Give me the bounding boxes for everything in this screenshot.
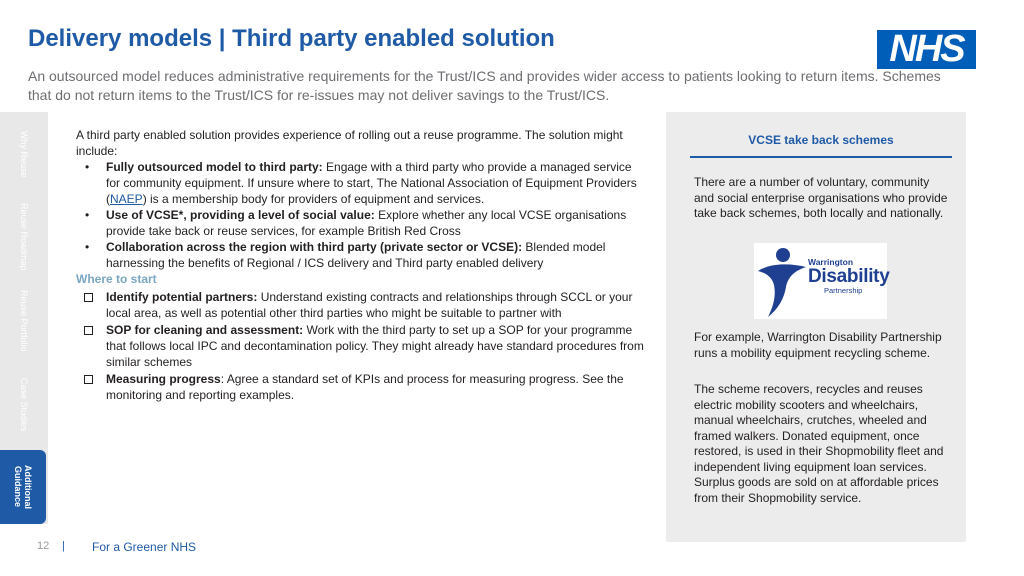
checkbox-icon	[84, 375, 93, 384]
wdp-line-2: Disability	[808, 266, 890, 287]
sidebar-tab-reuse-roadmap[interactable]	[0, 196, 48, 278]
intro-text: A third party enabled solution provides experience of rolling out a reuse programme. The solution might include:	[76, 128, 623, 158]
sidebar-tab-label: Reuse Portfolio	[19, 290, 29, 352]
panel-divider	[690, 156, 952, 158]
sidebar-tab-label: Why Reuse	[19, 130, 29, 178]
wdp-line-3: Partnership	[824, 286, 863, 295]
vcse-panel	[666, 112, 966, 542]
panel-paragraph: The scheme recovers, recycles and reuses electric mobility scooters and wheelchairs, manual wheelchairs, crutches, wheeled and framed walkers. Donated equipment, once restored, is used in their Shopmobility fleet and independent living equipment loan services. Surplus goods are sold on at affordable prices from their Shopmobility service.	[694, 382, 944, 505]
footer-separator: |	[62, 540, 65, 552]
step-heading: Measuring progress	[106, 372, 221, 386]
panel-heading: VCSE take back schemes	[748, 133, 894, 147]
step-heading: Identify potential partners:	[106, 290, 258, 304]
sidebar-tab-case-studies[interactable]	[0, 364, 48, 446]
where-to-start-heading: Where to start	[76, 272, 157, 286]
main-content	[76, 127, 646, 404]
sidebar-tab-label: Additional Guidance	[13, 465, 33, 509]
list-item	[106, 322, 646, 370]
sidebar-tab-additional-guidance[interactable]	[0, 450, 46, 524]
step-text: Understand existing contracts and relationships through SCCL or your local area, as well as potential other third parties who might be suitable to partner with	[106, 290, 633, 320]
sidebar-tab-label: Case Studies	[19, 378, 29, 432]
list-item	[106, 159, 646, 207]
bullet-heading: Collaboration across the region with third party (private sector or VCSE):	[106, 240, 523, 254]
panel-paragraph: For example, Warrington Disability Partnership runs a mobility equipment recycling scheme.	[694, 330, 942, 360]
wdp-line-1: Warrington	[808, 257, 854, 267]
checkbox-icon	[84, 326, 93, 335]
panel-paragraph: There are a number of voluntary, community and social enterprise organisations who provide take back schemes, both locally and nationally.	[694, 175, 948, 220]
list-item	[106, 207, 646, 239]
footer-text: For a Greener NHS	[92, 540, 197, 554]
bullet-text: ) is a membership body for providers of equipment and services.	[142, 192, 485, 206]
bullet-text: Blended model harnessing the benefits of Regional / ICS delivery and Third party enabled delivery	[106, 240, 606, 270]
step-heading: SOP for cleaning and assessment:	[106, 323, 304, 337]
warrington-disability-partnership-logo	[754, 243, 890, 319]
page-title: Delivery models | Third party enabled solution	[28, 25, 555, 52]
wdp-wordmark	[808, 257, 890, 295]
page-number: 12	[37, 540, 50, 552]
wdp-figure-icon	[754, 243, 810, 319]
solution-options-list	[106, 159, 646, 271]
list-item	[106, 239, 646, 271]
sidebar-tab-why-reuse[interactable]	[0, 114, 48, 194]
step-text: : Agree a standard set of KPIs and process for measuring progress. See the monitoring and reporting examples.	[106, 372, 624, 402]
sidebar-tab-label: Reuse Roadmap	[19, 203, 29, 271]
page-subtitle: An outsourced model reduces administrative requirements for the Trust/ICS and provides wider access to patients looking to return items. Schemes that do not return items to the Trust/ICS for re-issues may not deliver savings to the Trust/ICS.	[28, 68, 941, 103]
list-item	[106, 371, 646, 403]
bullet-text: Engage with a third party who provide a managed service for community equipment. If unsure where to start, The National Association of Equipment Providers (	[106, 160, 637, 206]
step-text: Work with the third party to set up a SOP for your programme that follows local IPC and decontamination policy. They might already have standard procedures from similar schemes	[106, 323, 644, 369]
nhs-logo: NHS	[877, 30, 976, 69]
where-to-start-list	[106, 289, 646, 403]
checkbox-icon	[84, 293, 93, 302]
sidebar-tab-reuse-portfolio[interactable]	[0, 280, 48, 362]
list-item	[106, 289, 646, 321]
bullet-heading: Fully outsourced model to third party:	[106, 160, 323, 174]
bullet-heading: Use of VCSE*, providing a level of social value:	[106, 208, 375, 222]
bullet-text: Explore whether any local VCSE organisations provide take back or reuse services, for example British Red Cross	[106, 208, 627, 238]
sidebar-nav	[0, 112, 48, 524]
naep-link[interactable]: NAEP	[110, 192, 143, 206]
